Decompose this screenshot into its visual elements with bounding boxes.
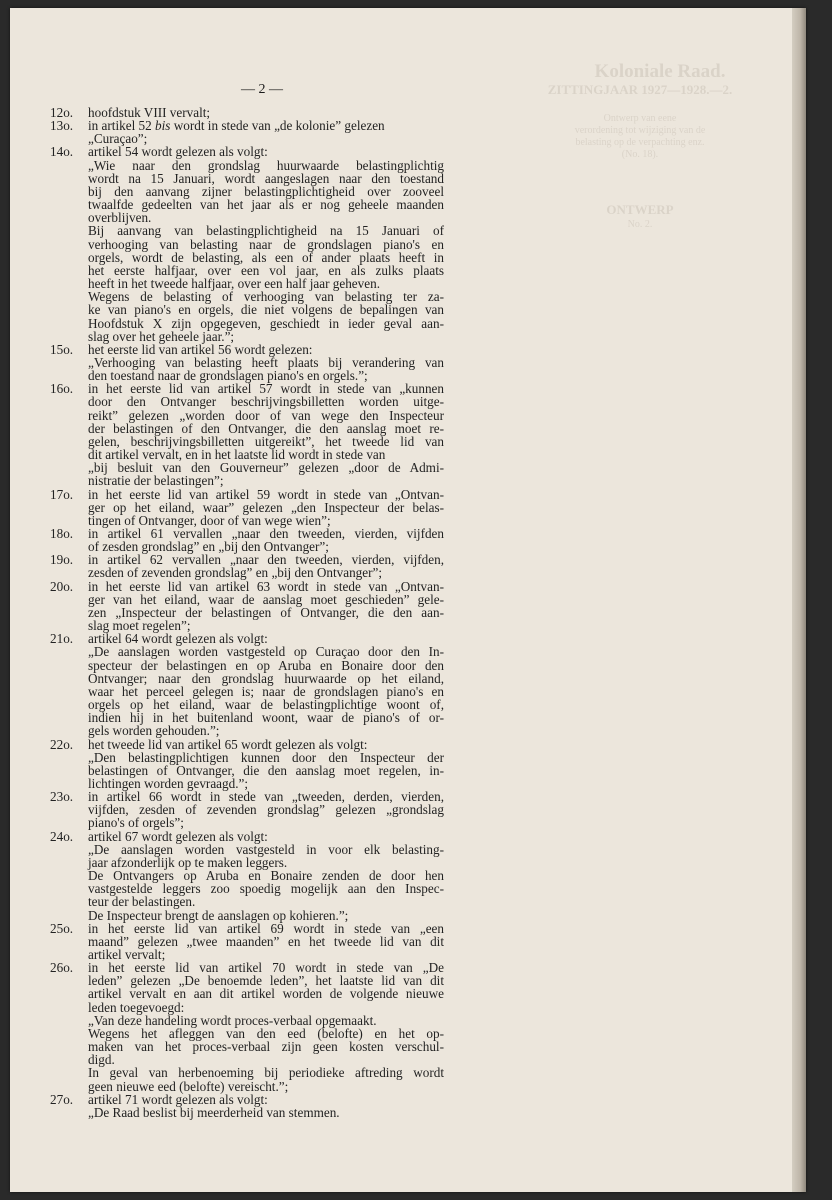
text-line: „De aanslagen worden vastgesteld in voor elk belasting- [88, 841, 444, 857]
text-line: artikel vervalt en aan dit artikel worden de volgende nieuwe [88, 986, 444, 1002]
text-line: „Wie naar den grondslag huurwaarde belastingplichtig [88, 157, 444, 173]
item-number: 26o. [50, 960, 74, 976]
article-item [50, 553, 444, 579]
item-number: 22o. [50, 736, 74, 752]
item-number: 21o. [50, 631, 74, 647]
text-line: in artikel 66 wordt in stede van „tweeden, derden, vierden, [88, 789, 444, 805]
item-number: 19o. [50, 552, 74, 568]
text-line: Hoofdstuk X zijn opgegeven, geschiedt in ieder geval aan- [88, 315, 444, 331]
text-line: leden toegevoegd: [88, 999, 185, 1015]
text-line: ger van het eiland, waar de aanslag moet geschieden” gele- [88, 591, 444, 607]
text-line: tingen of Ontvanger, door of van wege wien”; [88, 512, 331, 528]
text-line: gelen, beschrijvingsbilletten uitgereikt”, het tweede lid van [88, 433, 444, 449]
article-item [50, 145, 444, 342]
text-line: reikt” gelezen „worden door of van wege den Inspecteur [88, 407, 444, 423]
page-number: — 2 — [241, 82, 283, 97]
text-line: Wegens het afleggen van den eed (belofte) en het op- [88, 1025, 444, 1041]
text-line: „bij besluit van den Gouverneur” gelezen „door de Admi- [88, 460, 444, 476]
item-number: 27o. [50, 1091, 74, 1107]
text-line: ke van piano's en orgels, die niet volgens de bepalingen van [88, 302, 444, 318]
book-spine-edge [792, 8, 806, 1192]
text-line: wordt na 15 Januari, wordt aangeslagen naar den toestand [88, 170, 444, 186]
item-number: 18o. [50, 526, 74, 541]
text-line: orgels, wordt de belasting, als een of ander plaats heeft in [88, 249, 444, 265]
item-number: 23o. [50, 789, 74, 805]
text-line: slag moet regelen”; [88, 618, 191, 634]
text-line: maken van het proces-verbaal zijn geen kosten verschul- [88, 1039, 444, 1055]
article-item [50, 830, 444, 922]
text-line: Wegens de belasting of verhooging van belasting ter za- [88, 289, 444, 305]
article-item [50, 119, 444, 145]
text-line: lichtingen worden gevraagd.”; [88, 775, 249, 791]
bleed-heading: ONTWERP [606, 202, 674, 217]
item-number: 20o. [50, 578, 74, 594]
article-list [50, 106, 444, 1119]
text-line: twaalfde gedeelten van het jaar als er nog geheele maanden [88, 197, 444, 213]
text-line: artikel 54 wordt gelezen als volgt: [88, 144, 268, 160]
text-line: zen „Inspecteur der belastingen of Ontvanger, die den aan- [88, 604, 444, 620]
text-line: bij den aanvang zijner belastingplichtigheid over zooveel [88, 183, 444, 199]
text-line: verhooging van belasting naar de grondslagen piano's en [88, 236, 444, 252]
document-page [10, 8, 806, 1192]
text-line: den toestand naar de grondslagen piano's en orgels.”; [88, 368, 368, 384]
text-line: waar het perceel gelegen is; naar de grondslagen piano's en [88, 683, 444, 699]
bleed-title: Koloniale Raad. [594, 61, 726, 82]
item-number: 15o. [50, 341, 74, 357]
item-number: 12o. [50, 105, 74, 120]
text-line: het eerste lid van artikel 56 wordt gelezen: [88, 341, 313, 357]
text-line: leden” gelezen „De benoemde leden”, het laatste lid van dit [88, 973, 444, 989]
article-item [50, 632, 444, 737]
item-number: 16o. [50, 381, 74, 397]
bleed-line: belasting op de verpachting enz. [575, 137, 705, 148]
text-line: artikel 71 wordt gelezen als volgt: [88, 1091, 268, 1107]
item-number: 17o. [50, 486, 74, 502]
bleed-line: verordening tot wijziging van de [574, 125, 706, 136]
article-item [50, 343, 444, 382]
text-line: in artikel 61 vervallen „naar den tweeden, vierden, vijfden [88, 526, 444, 541]
text-line: geen nieuwe eed (belofte) vereischt.”; [88, 1078, 289, 1094]
text-line: of zesden grondslag” en „bij den Ontvanger”; [88, 539, 329, 555]
text-line: „Curaçao”; [88, 131, 148, 147]
article-item [50, 738, 444, 791]
article-item [50, 580, 444, 633]
text-line: artikel 67 wordt gelezen als volgt: [88, 828, 268, 844]
text-line: maand” gelezen „twee maanden” en het tweede lid van dit [88, 933, 444, 949]
bleed-session: ZITTINGJAAR 1927—1928.—2. [547, 82, 733, 97]
text-line: „De aanslagen worden vastgesteld op Curaçao door den In- [88, 644, 444, 660]
text-line: „Van deze handeling wordt proces-verbaal opgemaakt. [88, 1012, 377, 1028]
text-line: specteur der belastingen en op Aruba en Bonaire door den [88, 657, 444, 673]
item-number: 24o. [50, 828, 74, 844]
text-line: teur der belastingen. [88, 894, 196, 910]
text-line: digd. [88, 1052, 115, 1068]
text-line: het eerste halfjaar, over een vol jaar, en als zulks plaats [88, 262, 444, 278]
article-item [50, 961, 444, 1093]
text-line: indien hij in het buitenland woont, waar de piano's of or- [88, 710, 444, 726]
text-line: vastgestelde leggers zoo spoedig mogelijk aan den Inspec- [88, 881, 444, 897]
item-number: 14o. [50, 144, 74, 160]
text-line: artikel 64 wordt gelezen als volgt: [88, 631, 268, 647]
article-item [50, 488, 444, 527]
text-line: in het eerste lid van artikel 59 wordt in stede van „Ontvan- [88, 486, 444, 502]
text-line: in artikel 52 bis wordt in stede van „de kolonie” gelezen [88, 118, 385, 134]
text-line: De Ontvangers op Aruba en Bonaire zenden de door hen [88, 868, 444, 884]
text-line: Bij aanvang van belastingplichtigheid na 15 Januari of [88, 223, 444, 239]
text-line: in het eerste lid van artikel 70 wordt in stede van „De [88, 960, 444, 976]
text-line: hoofdstuk VIII vervalt; [88, 105, 211, 120]
text-line: artikel vervalt; [88, 947, 166, 962]
article-item [50, 382, 444, 487]
article-item [50, 790, 444, 829]
text-line: der belastingen of den Ontvanger, die den aanslag moet re- [88, 420, 444, 436]
text-line: piano's of orgels”; [88, 815, 184, 831]
text-line: in het eerste lid van artikel 69 wordt in stede van „een [88, 920, 444, 936]
text-line: in artikel 62 vervallen „naar den tweeden, vierden, vijfden, [88, 552, 444, 568]
text-line: door den Ontvanger beschrijvingsbilletten worden uitge- [88, 394, 444, 410]
text-line: overblijven. [88, 210, 152, 226]
bleed-through-text [510, 63, 770, 231]
item-number: 25o. [50, 920, 74, 936]
text-line: dit artikel vervalt, en in het laatste lid wordt in stede van [88, 447, 386, 463]
text-line: jaar afzonderlijk op te maken leggers. [88, 854, 288, 870]
text-line: gels worden gehouden.”; [88, 723, 220, 739]
article-item [50, 922, 444, 961]
bleed-line: Ontwerp van eene [603, 113, 677, 124]
article-item [50, 1093, 444, 1119]
text-line: Ontvanger; naar den grondslag huurwaarde op het eiland, [88, 670, 444, 686]
text-line: belastingen of Ontvanger, die den aanslag moet regelen, in- [88, 762, 444, 778]
text-line: in het eerste lid van artikel 63 wordt in stede van „Ontvan- [88, 578, 444, 594]
text-line: het tweede lid van artikel 65 wordt gelezen als volgt: [88, 736, 368, 752]
text-line: zesden of zevenden grondslag” en „bij den Ontvanger”; [88, 565, 383, 581]
text-line: in het eerste lid van artikel 57 wordt in stede van „kunnen [88, 381, 444, 397]
text-line: slag over het geheele jaar.”; [88, 328, 235, 344]
text-line: „De Raad beslist bij meerderheid van stemmen. [88, 1104, 340, 1120]
bleed-line: No. 2. [627, 219, 653, 230]
item-number: 13o. [50, 118, 74, 134]
article-item [50, 527, 444, 553]
text-line: In geval van herbenoeming bij periodieke aftreding wordt [88, 1065, 444, 1081]
text-line: „Verhooging van belasting heeft plaats bij verandering van [88, 354, 444, 370]
text-line: heeft in het tweede halfjaar, over een half jaar geheven. [88, 276, 380, 292]
bleed-line: (No. 18). [621, 149, 659, 160]
text-line: ger op het eiland, waar” gelezen „den Inspecteur der belas- [88, 499, 444, 515]
text-line: De Inspecteur brengt de aanslagen op kohieren.”; [88, 907, 349, 923]
text-line: vijfden, zesden of zevenden grondslag” gelezen „grondslag [88, 802, 444, 818]
text-line: nistratie der belastingen”; [88, 473, 224, 489]
text-line: orgels op het eiland, waar de belastingplichtige woont of, [88, 697, 444, 713]
text-line: „Den belastingplichtigen kunnen door den Inspecteur der [88, 749, 444, 765]
